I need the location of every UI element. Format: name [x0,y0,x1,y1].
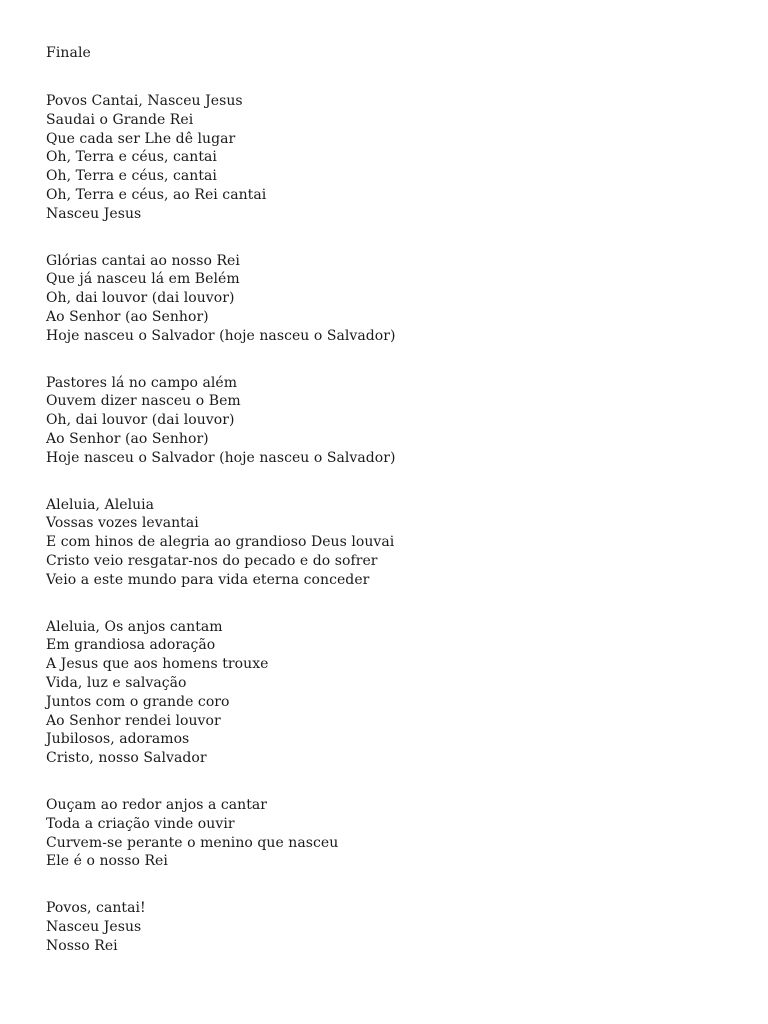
lyric-line: Aleluia, Os anjos cantam [46,618,223,635]
lyric-line: Ao Senhor rendei louvor [46,712,221,729]
lyric-line: Oh, Terra e céus, cantai [46,149,217,166]
lyric-line: Povos Cantai, Nasceu Jesus [46,93,243,109]
lyric-line: Nasceu Jesus [46,918,142,935]
lyric-line: Toda a criação vinde ouvir [46,815,235,832]
document-title: Finale [46,45,91,61]
lyric-line: Curvem-se perante o menino que nasceu [46,834,339,851]
stanza [46,92,746,224]
lyric-line: Glórias cantai ao nosso Rei [46,252,240,269]
lyric-line: Oh, dai louvor (dai louvor) [46,412,235,429]
lyric-line: Hoje nasceu o Salvador (hoje nasceu o Salvador) [46,449,396,466]
lyric-line: Que cada ser Lhe dê lugar [46,130,236,147]
lyric-line: Ele é o nosso Rei [46,853,168,870]
lyric-line: Vossas vozes levantai [46,515,199,532]
lyric-line: Nosso Rei [46,937,118,954]
lyric-line: Pastores lá no campo além [46,374,238,391]
lyric-line: Cristo, nosso Salvador [46,750,207,767]
lyric-line: Cristo veio resgatar-nos do pecado e do sofrer [46,552,378,569]
lyric-line: Veio a este mundo para vida eterna conceder [46,571,370,588]
lyric-line: Jubilosos, adoramos [46,731,190,748]
lyric-line: Ouçam ao redor anjos a cantar [46,796,268,813]
stanza [46,252,746,346]
lyric-line: Oh, dai louvor (dai louvor) [46,290,235,307]
lyric-line: Aleluia, Aleluia [46,496,155,513]
lyrics-body [46,92,746,955]
stanza [46,374,746,468]
lyric-line: Ao Senhor (ao Senhor) [46,430,209,447]
lyric-line: Juntos com o grande coro [46,693,230,710]
lyric-line: Vida, luz e salvação [46,674,187,691]
lyric-line: Nasceu Jesus [46,205,142,222]
stanza [46,496,746,590]
stanza [46,899,746,955]
lyric-line: Em grandiosa adoração [46,637,216,654]
lyric-line: Povos, cantai! [46,900,146,917]
lyric-line: Oh, Terra e céus, cantai [46,168,217,185]
lyric-line: E com hinos de alegria ao grandioso Deus louvai [46,534,395,551]
lyric-line: Oh, Terra e céus, ao Rei cantai [46,186,267,203]
lyric-line: Saudai o Grande Rei [46,111,194,128]
lyric-line: A Jesus que aos homens trouxe [46,656,269,673]
stanza [46,796,746,871]
stanza [46,618,746,768]
lyric-line: Ouvem dizer nasceu o Bem [46,393,241,410]
lyric-line: Ao Senhor (ao Senhor) [46,308,209,325]
lyric-line: Hoje nasceu o Salvador (hoje nasceu o Salvador) [46,327,396,344]
document-page [46,43,746,983]
lyric-line: Que já nasceu lá em Belém [46,271,240,288]
